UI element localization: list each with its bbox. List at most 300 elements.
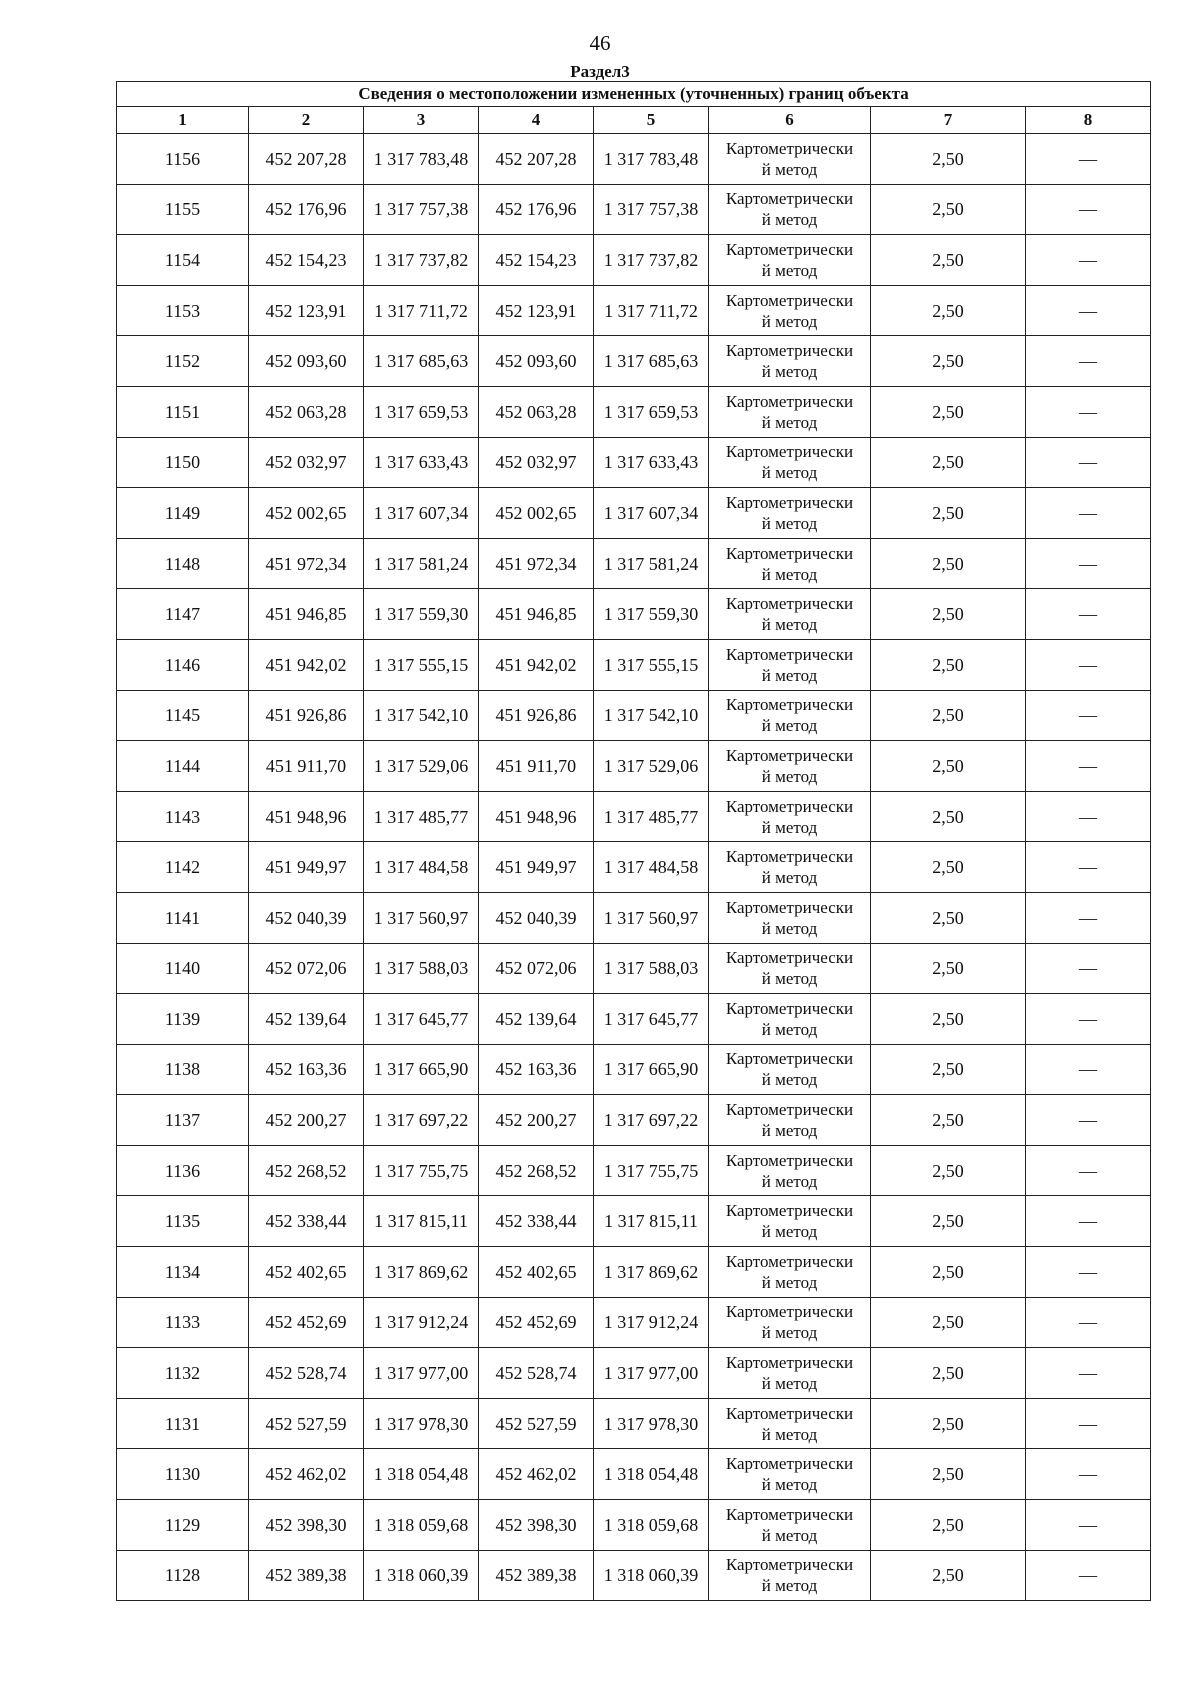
table-row [117, 538, 1151, 589]
cell-point-number: 1129 [117, 1500, 249, 1551]
method-line-2: й метод [761, 311, 818, 331]
cell-description: — [1026, 639, 1151, 690]
table-row [117, 1095, 1151, 1146]
cell-x-new: 452 462,02 [479, 1449, 594, 1500]
cell-y-new: 1 317 685,63 [594, 336, 709, 387]
cell-y-new: 1 317 645,77 [594, 994, 709, 1045]
table-row [117, 943, 1151, 994]
cell-x-old: 452 338,44 [249, 1196, 364, 1247]
cell-accuracy: 2,50 [871, 842, 1026, 893]
method-line-1: Картометрически [725, 1201, 854, 1221]
cell-description: — [1026, 235, 1151, 286]
cell-x-old: 451 926,86 [249, 690, 364, 741]
cell-method [709, 1145, 871, 1196]
column-header-7: 7 [871, 107, 1026, 134]
cell-y-new: 1 317 529,06 [594, 741, 709, 792]
cell-y-new: 1 317 559,30 [594, 589, 709, 640]
cell-x-old: 451 946,85 [249, 589, 364, 640]
table-body [117, 134, 1151, 1601]
method-line-1: Картометрически [725, 1100, 854, 1120]
method-line-1: Картометрически [725, 695, 854, 715]
cell-point-number: 1149 [117, 488, 249, 539]
method-line-2: й метод [761, 1121, 818, 1141]
table-row [117, 235, 1151, 286]
cell-y-new: 1 317 665,90 [594, 1044, 709, 1095]
page-number: 46 [589, 31, 611, 55]
cell-description: — [1026, 184, 1151, 235]
method-line-2: й метод [761, 1323, 818, 1343]
table-row [117, 1297, 1151, 1348]
cell-accuracy: 2,50 [871, 488, 1026, 539]
cell-method [709, 791, 871, 842]
cell-point-number: 1152 [117, 336, 249, 387]
cell-x-new: 451 911,70 [479, 741, 594, 792]
cell-description: — [1026, 1449, 1151, 1500]
cell-x-old: 451 948,96 [249, 791, 364, 842]
cell-point-number: 1133 [117, 1297, 249, 1348]
cell-y-new: 1 317 815,11 [594, 1196, 709, 1247]
cell-accuracy: 2,50 [871, 994, 1026, 1045]
cell-point-number: 1145 [117, 690, 249, 741]
cell-x-old: 451 972,34 [249, 538, 364, 589]
cell-y-old: 1 318 059,68 [364, 1500, 479, 1551]
cell-description: — [1026, 994, 1151, 1045]
cell-x-old: 452 268,52 [249, 1145, 364, 1196]
column-header-4: 4 [479, 107, 594, 134]
cell-x-old: 452 398,30 [249, 1500, 364, 1551]
cell-x-old: 452 527,59 [249, 1398, 364, 1449]
cell-description: — [1026, 892, 1151, 943]
cell-x-old: 452 528,74 [249, 1348, 364, 1399]
cell-point-number: 1128 [117, 1550, 249, 1601]
cell-x-old: 452 093,60 [249, 336, 364, 387]
cell-accuracy: 2,50 [871, 892, 1026, 943]
cell-x-old: 452 452,69 [249, 1297, 364, 1348]
column-header-8: 8 [1026, 107, 1151, 134]
cell-accuracy: 2,50 [871, 1449, 1026, 1500]
cell-x-old: 452 176,96 [249, 184, 364, 235]
method-line-2: й метод [761, 1525, 818, 1545]
method-line-2: й метод [761, 817, 818, 837]
table-row [117, 690, 1151, 741]
table-row [117, 1550, 1151, 1601]
table-row [117, 741, 1151, 792]
cell-y-old: 1 317 978,30 [364, 1398, 479, 1449]
method-line-1: Картометрически [725, 138, 854, 158]
column-header-5: 5 [594, 107, 709, 134]
cell-y-old: 1 317 581,24 [364, 538, 479, 589]
cell-method [709, 1297, 871, 1348]
cell-x-old: 452 462,02 [249, 1449, 364, 1500]
cell-description: — [1026, 1348, 1151, 1399]
cell-point-number: 1151 [117, 386, 249, 437]
cell-method [709, 1095, 871, 1146]
cell-accuracy: 2,50 [871, 1348, 1026, 1399]
method-line-1: Картометрически [725, 644, 854, 664]
table-header-row [117, 107, 1151, 134]
cell-x-new: 452 527,59 [479, 1398, 594, 1449]
cell-point-number: 1148 [117, 538, 249, 589]
cell-method [709, 892, 871, 943]
cell-x-new: 452 528,74 [479, 1348, 594, 1399]
cell-y-old: 1 317 755,75 [364, 1145, 479, 1196]
column-header-3: 3 [364, 107, 479, 134]
method-line-2: й метод [761, 362, 818, 382]
table-row [117, 1398, 1151, 1449]
cell-description: — [1026, 1500, 1151, 1551]
cell-method [709, 437, 871, 488]
cell-method [709, 235, 871, 286]
table-row [117, 791, 1151, 842]
method-line-1: Картометрически [725, 897, 854, 917]
cell-method [709, 994, 871, 1045]
cell-description: — [1026, 1044, 1151, 1095]
cell-y-new: 1 317 555,15 [594, 639, 709, 690]
method-line-1: Картометрически [725, 543, 854, 563]
cell-y-old: 1 317 633,43 [364, 437, 479, 488]
cell-y-new: 1 318 060,39 [594, 1550, 709, 1601]
table-row [117, 1500, 1151, 1551]
cell-y-old: 1 317 659,53 [364, 386, 479, 437]
cell-method [709, 285, 871, 336]
cell-x-new: 452 176,96 [479, 184, 594, 235]
cell-y-old: 1 318 060,39 [364, 1550, 479, 1601]
cell-accuracy: 2,50 [871, 1500, 1026, 1551]
method-line-2: й метод [761, 463, 818, 483]
cell-y-new: 1 317 588,03 [594, 943, 709, 994]
table-row [117, 437, 1151, 488]
cell-method [709, 589, 871, 640]
method-line-2: й метод [761, 1272, 818, 1292]
method-line-1: Картометрически [725, 796, 854, 816]
cell-x-new: 451 949,97 [479, 842, 594, 893]
cell-x-old: 452 163,36 [249, 1044, 364, 1095]
cell-method [709, 1247, 871, 1298]
cell-method [709, 134, 871, 185]
cell-accuracy: 2,50 [871, 741, 1026, 792]
cell-y-new: 1 317 978,30 [594, 1398, 709, 1449]
method-line-1: Картометрически [725, 341, 854, 361]
method-line-1: Картометрически [725, 290, 854, 310]
cell-description: — [1026, 538, 1151, 589]
method-line-2: й метод [761, 564, 818, 584]
table-row [117, 1044, 1151, 1095]
cell-y-new: 1 318 059,68 [594, 1500, 709, 1551]
method-line-1: Картометрически [725, 239, 854, 259]
cell-point-number: 1140 [117, 943, 249, 994]
table-row [117, 1145, 1151, 1196]
cell-description: — [1026, 1550, 1151, 1601]
method-line-2: й метод [761, 513, 818, 533]
cell-x-new: 452 389,38 [479, 1550, 594, 1601]
cell-y-new: 1 317 633,43 [594, 437, 709, 488]
method-line-1: Картометрически [725, 1555, 854, 1575]
cell-x-new: 452 063,28 [479, 386, 594, 437]
method-line-2: й метод [761, 412, 818, 432]
cell-x-old: 452 402,65 [249, 1247, 364, 1298]
column-header-1: 1 [117, 107, 249, 134]
cell-accuracy: 2,50 [871, 285, 1026, 336]
method-line-1: Картометрически [725, 1403, 854, 1423]
cell-y-old: 1 317 697,22 [364, 1095, 479, 1146]
cell-x-new: 452 040,39 [479, 892, 594, 943]
cell-x-old: 452 139,64 [249, 994, 364, 1045]
cell-x-new: 452 032,97 [479, 437, 594, 488]
table-row [117, 386, 1151, 437]
cell-method [709, 639, 871, 690]
cell-method [709, 1500, 871, 1551]
cell-point-number: 1150 [117, 437, 249, 488]
cell-point-number: 1135 [117, 1196, 249, 1247]
method-line-2: й метод [761, 159, 818, 179]
cell-point-number: 1134 [117, 1247, 249, 1298]
method-line-2: й метод [761, 260, 818, 280]
cell-x-new: 452 093,60 [479, 336, 594, 387]
cell-x-old: 452 040,39 [249, 892, 364, 943]
cell-x-new: 452 268,52 [479, 1145, 594, 1196]
cell-accuracy: 2,50 [871, 690, 1026, 741]
table-row [117, 1449, 1151, 1500]
table-row [117, 285, 1151, 336]
table-row [117, 184, 1151, 235]
table-row [117, 1196, 1151, 1247]
column-header-6: 6 [709, 107, 871, 134]
method-line-2: й метод [761, 665, 818, 685]
cell-y-new: 1 317 783,48 [594, 134, 709, 185]
cell-method [709, 1348, 871, 1399]
cell-accuracy: 2,50 [871, 1044, 1026, 1095]
cell-x-old: 452 032,97 [249, 437, 364, 488]
method-line-1: Картометрически [725, 492, 854, 512]
cell-y-old: 1 317 685,63 [364, 336, 479, 387]
cell-point-number: 1154 [117, 235, 249, 286]
cell-x-old: 452 123,91 [249, 285, 364, 336]
cell-point-number: 1130 [117, 1449, 249, 1500]
cell-y-new: 1 317 737,82 [594, 235, 709, 286]
method-line-1: Картометрически [725, 1353, 854, 1373]
cell-x-old: 452 063,28 [249, 386, 364, 437]
cell-method [709, 488, 871, 539]
cell-y-old: 1 317 737,82 [364, 235, 479, 286]
cell-method [709, 1449, 871, 1500]
method-line-1: Картометрически [725, 847, 854, 867]
table-row [117, 134, 1151, 185]
cell-description: — [1026, 1297, 1151, 1348]
cell-x-old: 452 072,06 [249, 943, 364, 994]
cell-x-new: 452 123,91 [479, 285, 594, 336]
method-line-2: й метод [761, 210, 818, 230]
cell-y-old: 1 317 607,34 [364, 488, 479, 539]
method-line-1: Картометрически [725, 1302, 854, 1322]
method-line-2: й метод [761, 1070, 818, 1090]
table-caption: Сведения о местоположении измененных (уточненных) границ объекта [117, 82, 1151, 107]
cell-method [709, 336, 871, 387]
method-line-1: Картометрически [725, 1049, 854, 1069]
method-line-2: й метод [761, 1222, 818, 1242]
cell-accuracy: 2,50 [871, 184, 1026, 235]
cell-method [709, 538, 871, 589]
cell-x-new: 451 942,02 [479, 639, 594, 690]
cell-y-old: 1 317 783,48 [364, 134, 479, 185]
cell-accuracy: 2,50 [871, 1247, 1026, 1298]
cell-y-new: 1 317 659,53 [594, 386, 709, 437]
cell-y-old: 1 317 542,10 [364, 690, 479, 741]
cell-x-new: 452 072,06 [479, 943, 594, 994]
cell-method [709, 1550, 871, 1601]
method-line-2: й метод [761, 969, 818, 989]
method-line-1: Картометрически [725, 391, 854, 411]
cell-description: — [1026, 437, 1151, 488]
cell-accuracy: 2,50 [871, 1398, 1026, 1449]
cell-point-number: 1137 [117, 1095, 249, 1146]
cell-accuracy: 2,50 [871, 791, 1026, 842]
method-line-2: й метод [761, 918, 818, 938]
cell-point-number: 1138 [117, 1044, 249, 1095]
cell-x-old: 451 911,70 [249, 741, 364, 792]
cell-y-old: 1 317 977,00 [364, 1348, 479, 1399]
cell-y-new: 1 317 581,24 [594, 538, 709, 589]
cell-accuracy: 2,50 [871, 1196, 1026, 1247]
cell-y-old: 1 317 485,77 [364, 791, 479, 842]
cell-method [709, 1044, 871, 1095]
cell-x-new: 452 398,30 [479, 1500, 594, 1551]
cell-point-number: 1155 [117, 184, 249, 235]
method-line-1: Картометрически [725, 1504, 854, 1524]
cell-accuracy: 2,50 [871, 639, 1026, 690]
cell-description: — [1026, 741, 1151, 792]
coordinates-table [116, 81, 1151, 1601]
cell-y-new: 1 317 755,75 [594, 1145, 709, 1196]
cell-y-old: 1 317 869,62 [364, 1247, 479, 1298]
method-line-1: Картометрически [725, 1454, 854, 1474]
table-row [117, 639, 1151, 690]
cell-point-number: 1143 [117, 791, 249, 842]
method-line-2: й метод [761, 1171, 818, 1191]
cell-x-new: 452 163,36 [479, 1044, 594, 1095]
cell-x-old: 452 154,23 [249, 235, 364, 286]
section-title: Раздел3 [570, 62, 630, 81]
cell-point-number: 1146 [117, 639, 249, 690]
method-line-1: Картометрически [725, 1150, 854, 1170]
cell-y-old: 1 317 711,72 [364, 285, 479, 336]
cell-method [709, 386, 871, 437]
cell-point-number: 1132 [117, 1348, 249, 1399]
method-line-1: Картометрически [725, 998, 854, 1018]
cell-y-old: 1 317 559,30 [364, 589, 479, 640]
cell-accuracy: 2,50 [871, 336, 1026, 387]
cell-description: — [1026, 336, 1151, 387]
cell-accuracy: 2,50 [871, 1297, 1026, 1348]
cell-method [709, 690, 871, 741]
table-row [117, 892, 1151, 943]
cell-method [709, 184, 871, 235]
method-line-2: й метод [761, 1424, 818, 1444]
cell-y-new: 1 317 711,72 [594, 285, 709, 336]
cell-x-new: 452 338,44 [479, 1196, 594, 1247]
method-line-2: й метод [761, 1019, 818, 1039]
table-caption-row [117, 82, 1151, 107]
cell-x-new: 452 200,27 [479, 1095, 594, 1146]
cell-y-new: 1 317 869,62 [594, 1247, 709, 1298]
cell-description: — [1026, 285, 1151, 336]
cell-x-old: 452 207,28 [249, 134, 364, 185]
method-line-2: й метод [761, 1576, 818, 1596]
cell-description: — [1026, 791, 1151, 842]
cell-accuracy: 2,50 [871, 437, 1026, 488]
cell-y-old: 1 317 757,38 [364, 184, 479, 235]
cell-y-old: 1 317 529,06 [364, 741, 479, 792]
method-line-2: й метод [761, 1374, 818, 1394]
method-line-2: й метод [761, 868, 818, 888]
cell-y-old: 1 317 815,11 [364, 1196, 479, 1247]
cell-point-number: 1136 [117, 1145, 249, 1196]
cell-point-number: 1144 [117, 741, 249, 792]
cell-x-new: 451 972,34 [479, 538, 594, 589]
cell-description: — [1026, 1398, 1151, 1449]
column-header-2: 2 [249, 107, 364, 134]
cell-method [709, 741, 871, 792]
cell-y-old: 1 317 912,24 [364, 1297, 479, 1348]
method-line-1: Картометрически [725, 442, 854, 462]
cell-accuracy: 2,50 [871, 1550, 1026, 1601]
cell-x-new: 452 402,65 [479, 1247, 594, 1298]
cell-point-number: 1141 [117, 892, 249, 943]
method-line-1: Картометрически [725, 189, 854, 209]
method-line-2: й метод [761, 716, 818, 736]
cell-x-new: 452 207,28 [479, 134, 594, 185]
cell-y-new: 1 317 977,00 [594, 1348, 709, 1399]
cell-description: — [1026, 842, 1151, 893]
cell-y-new: 1 317 912,24 [594, 1297, 709, 1348]
table-row [117, 1348, 1151, 1399]
method-line-1: Картометрически [725, 948, 854, 968]
cell-point-number: 1156 [117, 134, 249, 185]
cell-x-old: 451 949,97 [249, 842, 364, 893]
cell-point-number: 1131 [117, 1398, 249, 1449]
cell-y-old: 1 317 484,58 [364, 842, 479, 893]
cell-description: — [1026, 134, 1151, 185]
cell-description: — [1026, 386, 1151, 437]
table-row [117, 589, 1151, 640]
cell-y-new: 1 317 697,22 [594, 1095, 709, 1146]
cell-y-old: 1 317 665,90 [364, 1044, 479, 1095]
cell-accuracy: 2,50 [871, 538, 1026, 589]
cell-x-new: 452 154,23 [479, 235, 594, 286]
cell-description: — [1026, 1196, 1151, 1247]
cell-y-old: 1 317 560,97 [364, 892, 479, 943]
cell-point-number: 1153 [117, 285, 249, 336]
cell-x-old: 452 002,65 [249, 488, 364, 539]
cell-x-old: 452 389,38 [249, 1550, 364, 1601]
cell-description: — [1026, 589, 1151, 640]
cell-accuracy: 2,50 [871, 943, 1026, 994]
cell-x-new: 452 002,65 [479, 488, 594, 539]
cell-point-number: 1139 [117, 994, 249, 1045]
cell-method [709, 943, 871, 994]
cell-y-new: 1 317 484,58 [594, 842, 709, 893]
table-row [117, 842, 1151, 893]
cell-x-old: 451 942,02 [249, 639, 364, 690]
cell-description: — [1026, 690, 1151, 741]
cell-y-new: 1 317 757,38 [594, 184, 709, 235]
cell-accuracy: 2,50 [871, 1095, 1026, 1146]
cell-accuracy: 2,50 [871, 589, 1026, 640]
cell-description: — [1026, 1145, 1151, 1196]
method-line-1: Картометрически [725, 594, 854, 614]
cell-x-old: 452 200,27 [249, 1095, 364, 1146]
cell-y-old: 1 317 645,77 [364, 994, 479, 1045]
cell-x-new: 451 948,96 [479, 791, 594, 842]
